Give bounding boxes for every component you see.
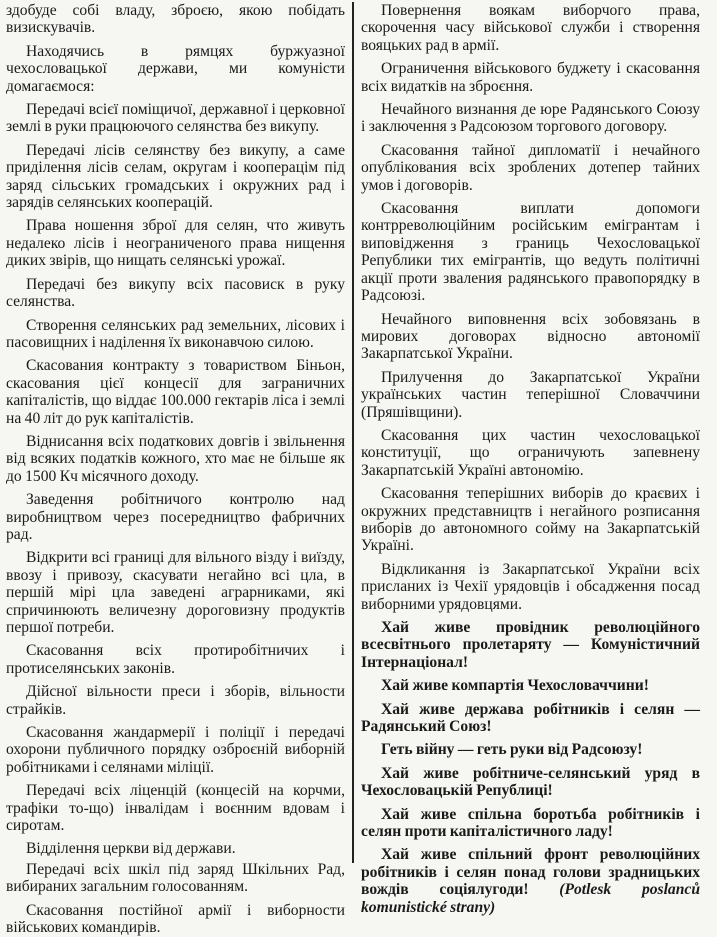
paragraph [6,642,345,677]
paragraph-text: Прилучення до Закарпатської України українських частин теперішної Словаччини (Пряшівщини). [361,368,700,421]
paragraph [361,701,700,736]
paragraph-text: Ограничення військового буджету і скасовання всіх видатків на зброєння. [361,60,700,95]
paragraph [6,357,345,427]
paragraph [361,2,700,54]
paragraph [6,276,345,311]
paragraph [6,217,345,269]
paragraph [361,765,700,800]
paragraph-text: Хай живе спільна боротьба робітників і селян проти капіталістичного ладу! [361,805,700,841]
paragraph-text: Відкликання із Закарпатської України всіх присланих із Чехії урядовців і обсадження посад виборними урядовцями. [361,560,700,613]
paragraph-text: Скасовання теперішних виборів до краєвих і окружних представництв і негайного розписання виборів до автономного сойму на Закарпатській Україні. [361,485,700,555]
paragraph [361,806,700,841]
paragraph-text: Передачі всієї поміщичої, державної і церковної землі в руки працюючого селянства без викупу. [6,101,345,136]
paragraph-text: Передачі лісів селянству без викупу, а саме приділення лісів селам, округам і кооперацім під заряд сільських громадських і окружних рад і зарядів селянських кооперацій. [6,141,345,212]
paragraph [6,101,345,136]
paragraph [6,142,345,212]
paragraph [6,549,345,636]
paragraph-text: Скасовання тайної дипломатії і нечайного опублікования всіх зроблених дотепер тайних умов і договорів. [361,141,700,194]
paragraph [6,724,345,776]
paragraph [361,311,700,363]
paragraph [6,43,345,95]
paragraph-text: Скасовання всіх протиробітничих і протиселянських законів. [6,642,345,677]
paragraph-text: Скасовання жандармерії і поліції і передачі охорони публичного порядку озброєній виборній робітниками і селянами міліції. [6,724,345,776]
paragraph [361,200,700,304]
paragraph-text: Скасовання виплати допомоги контрреволюційним російським емігрантам і виповідження з границь Чехословацької Републики тих емігрантів, що ведуть політичні акції проти зваления радянського правопорядку в Радсоюзі. [361,200,700,305]
paragraph-text: Нечайного визнання де юре Радянського Союзу і заключення з Радсоюзом торгового договору. [361,101,700,136]
paragraph-text: Хай живе провідник революційного всесвітнього пролетаряту — Комуністичний Інтернаціонал! [361,619,700,671]
paragraph [6,902,345,937]
paragraph [361,741,700,758]
paragraph [6,861,345,896]
paragraph-text: Створення селянських рад земельних, лісових і пасовищних і наділення їх виконавчою силою. [6,316,345,351]
paragraph-text: Відділення церкви від держави. [26,840,236,858]
paragraph-text: Відкрити всі границі для вільного візду і виїзду, ввозу і привозу, скасувати негайно всі цла, в першій мірі цла заведені аграрниками, які спричинюють величезну дороговизну продуктів першої потреби. [6,549,345,636]
paragraph-text: Дійсної вільности преси і зборів, вільности страйків. [6,683,345,718]
paragraph-text: Повернення воякам виборчого права, скорочення часу військової служби і створення вояцьких рад в армії. [361,2,700,54]
paragraph [361,142,700,194]
paragraph-text: Передачі всіх ліценцій (концесій на корчми, трафіки то-що) інвалідам і воєнним вдовам і сиротам. [6,782,345,835]
paragraph-text: Геть війну — геть руки від Радсоюзу! [381,741,643,759]
paragraph [6,840,345,857]
paragraph-text: Скасования контракту з товариством Біньон, скасования цієї концесії для заграничних капіталістів, що віддає 100.000 гектарів ліса і землі на 40 літ до рук капіталістів. [6,357,345,427]
paragraph-text: Хай живе робітниче-селянський уряд в Чехословацькій Републиці! [361,764,700,800]
paragraph-text: здобуде собі владу, зброєю, якою побідать визискувачів. [6,2,345,37]
paragraph [361,60,700,95]
paragraph [6,683,345,718]
paragraph-text: Скасовання постійної армії і виборности військових командирів. [6,901,345,937]
paragraph [6,2,345,37]
paragraph [361,485,700,555]
paragraph-text: Скасовання цих частин чехословацької конституції, що ограничують запевнену Закарпатській Україні автономію. [361,426,700,479]
paragraph-text: Віднисання всіх податкових довгів і звільнення від всяких податків кожного, хто має не більше як до 1500 Кч місячного доходу. [6,432,345,485]
paragraph-text: Передачі всіх шкіл під заряд Шкільних Рад, вибираних загальним голосованням. [6,860,345,896]
paragraph-text: Хай живе держава робітників і селян — Радянський Союз! [361,700,700,736]
paragraph [361,619,700,671]
paragraph [6,433,345,485]
left-column [6,2,351,937]
paragraph [361,427,700,479]
paragraph [361,369,700,421]
applause-note: (Potlesk poslanců komunistické strany) [361,881,700,916]
paragraph-text: Права ношення зброї для селян, что живуть недалеко лісів і неограниченого права нищення диких звірів, що нищать селянські урожаї. [6,217,345,270]
paragraph [361,101,700,136]
paragraph-text: Заведення робітничого контролю над виробництвом через посередництво фабричних рад. [6,491,345,543]
paragraph-text: Хай живе спільний фронт революційних робітників і селян понад голови зрадницьких вождів соціялугоди! [361,846,700,899]
paragraph [361,561,700,613]
paragraph [361,677,700,694]
column-divider [352,2,354,863]
paragraph [6,491,345,543]
right-column [355,2,700,916]
paragraph-text: Хай живе компартія Чехословаччини! [381,677,649,695]
paragraph-text: Нечайного виповнення всіх зобовязань в мирових договорах відносно автономії Закарпатської України. [361,310,700,363]
paragraph [6,782,345,834]
paragraph [361,846,700,916]
paragraph-text: Находячись в рямцях буржуазної чехословацької держави, ми комуністи домагаємося: [6,42,345,95]
paragraph [6,317,345,352]
paragraph-text: Передачі без викупу всіх пасовиск в руку селянства. [6,275,345,311]
